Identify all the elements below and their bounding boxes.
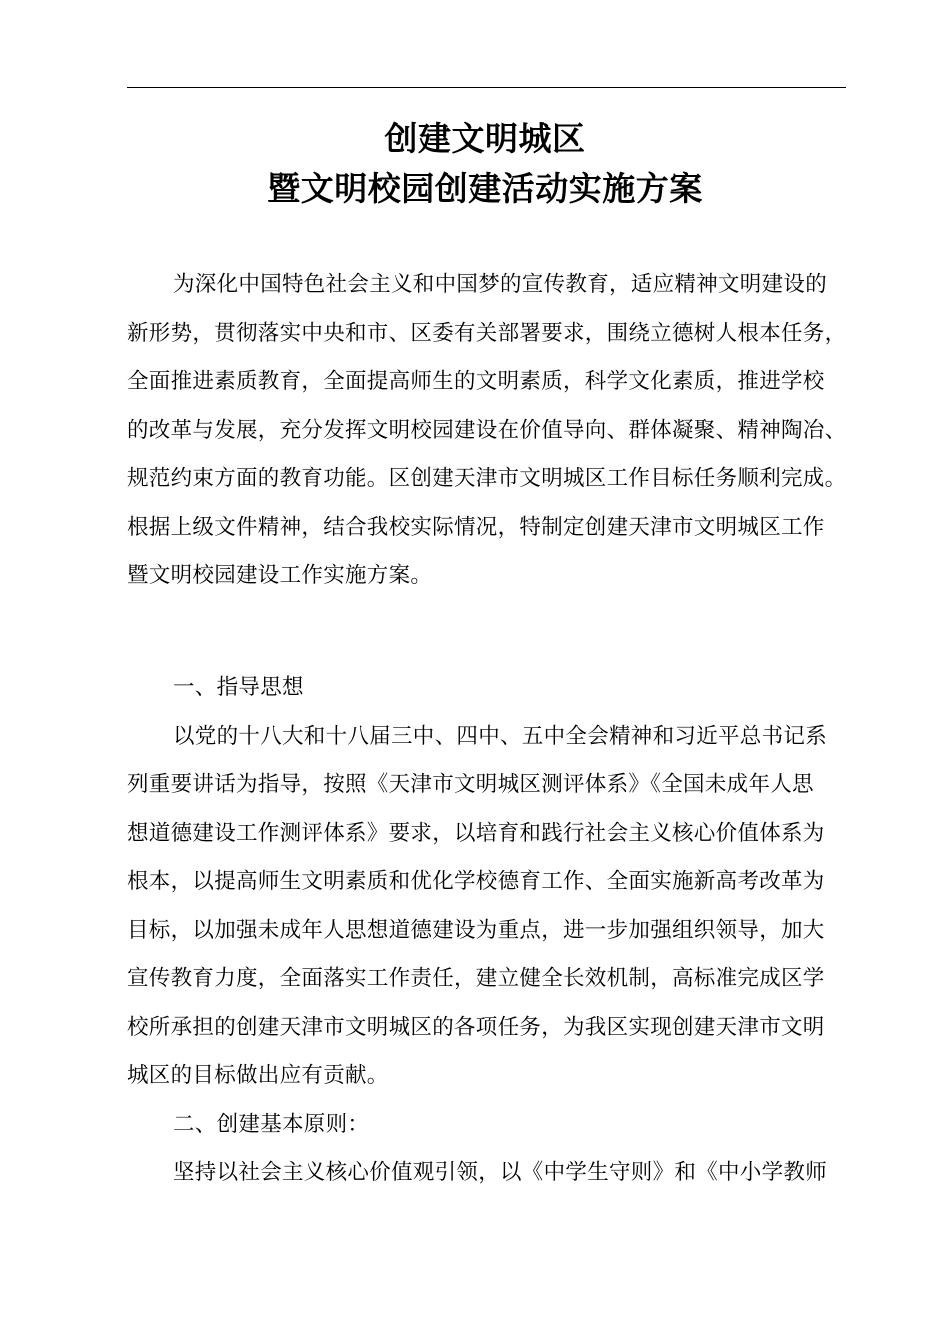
intro-line: 新形势，贯彻落实中央和市、区委有关部署要求，围绕立德树人根本任务， [127, 320, 847, 346]
header-rule [127, 87, 846, 88]
document-title-line2: 暨文明校园创建活动实施方案 [267, 169, 703, 208]
intro-line: 规范约束方面的教育功能。区创建天津市文明城区工作目标任务顺利完成。 [127, 466, 847, 491]
section-line: 以党的十八大和十八届三中、四中、五中全会精神和习近平总书记系 [173, 723, 828, 749]
section-heading: 二、创建基本原则： [173, 1111, 370, 1137]
intro-paragraph [127, 261, 862, 601]
intro-line: 的改革与发展，充分发挥文明校园建设在价值导向、群体凝聚、精神陶冶、 [127, 417, 847, 443]
section-line: 根本，以提高师生文明素质和优化学校德育工作、全面实施新高考改革为 [127, 869, 825, 894]
document-title-line1: 创建文明城区 [384, 119, 586, 158]
section-line: 城区的目标做出应有贡献。 [127, 1063, 389, 1088]
intro-line: 全面推进素质教育，全面提高师生的文明素质，科学文化素质，推进学校 [127, 369, 825, 394]
section-line: 坚持以社会主义核心价值观引领，以《中学生守则》和《中小学教师 [173, 1160, 828, 1185]
section-line: 列重要讲话为指导，按照《天津市文明城区测评体系》《全国未成年人思 [127, 772, 814, 797]
intro-line: 暨文明校园建设工作实施方案。 [127, 563, 433, 588]
intro-line: 为深化中国特色社会主义和中国梦的宣传教育，适应精神文明建设的 [173, 272, 828, 297]
section-line: 目标，以加强未成年人思想道德建设为重点，进一步加强组织领导，加大 [127, 917, 825, 943]
section-line: 宣传教育力度，全面落实工作责任，建立健全长效机制，高标准完成区学 [127, 966, 825, 991]
section-heading: 一、指导思想 [173, 675, 304, 700]
intro-line: 根据上级文件精神，结合我校实际情况，特制定创建天津市文明城区工作 [127, 514, 825, 540]
section-1 [127, 664, 862, 1198]
section-line: 想道德建设工作测评体系》要求，以培育和践行社会主义核心价值体系为 [127, 820, 825, 846]
section-line: 校所承担的创建天津市文明城区的各项任务，为我区实现创建天津市文明 [127, 1014, 825, 1040]
